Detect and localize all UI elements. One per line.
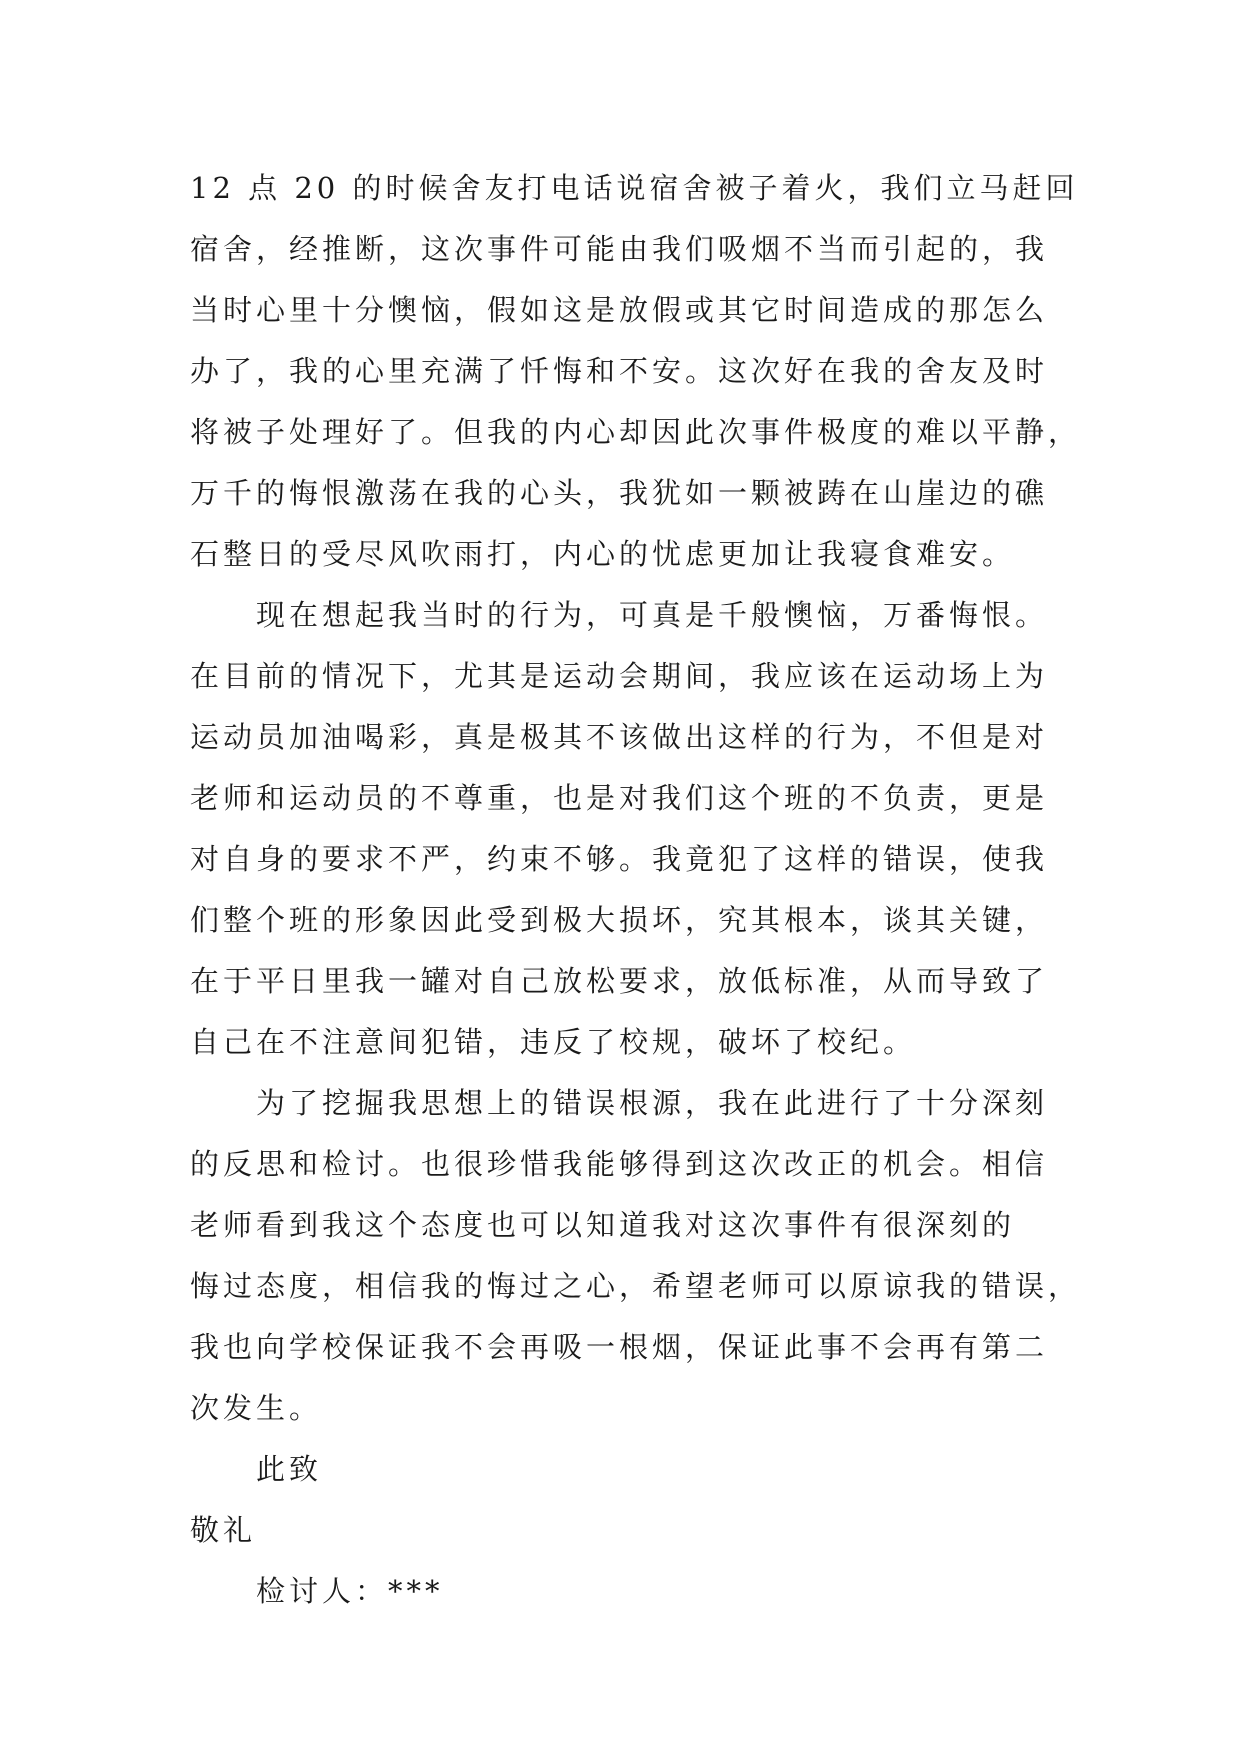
paragraphs-container [190,158,1082,1439]
letter-body [190,158,1082,1622]
text-line: 12 点 20 的时候舍友打电话说宿舍被子着火，我们立马赶回 [190,171,1079,205]
text-line: 老师看到我这个态度也可以知道我对这次事件有很深刻的 [190,1208,1016,1242]
text-line: 在于平日里我一罐对自己放松要求，放低标准，从而导致了 [190,964,1049,998]
text-line: 当时心里十分懊恼，假如这是放假或其它时间造成的那怎么 [190,293,1049,327]
text-line: 自己在不注意间犯错，违反了校规，破坏了校纪。 [190,1025,917,1059]
text-line: 们整个班的形象因此受到极大损坏，究其根本，谈其关键， [190,903,1049,937]
text-line: 办了，我的心里充满了忏悔和不安。这次好在我的舍友及时 [190,354,1049,388]
text-line: 宿舍，经推断，这次事件可能由我们吸烟不当而引起的，我 [190,232,1049,266]
text-line: 石整日的受尽风吹雨打，内心的忧虑更加让我寝食难安。 [190,537,1016,571]
text-line: 的反思和检讨。也很珍惜我能够得到这次改正的机会。相信 [190,1147,1049,1181]
text-line: 次发生。 [190,1391,323,1425]
text-line: 对自身的要求不严，约束不够。我竟犯了这样的错误，使我 [190,842,1049,876]
text-line: 在目前的情况下，尤其是运动会期间，我应该在运动场上为 [190,659,1049,693]
closing-salute: 敬礼 [190,1513,257,1547]
text-line: 现在想起我当时的行为，可真是千般懊恼，万番悔恨。 [256,598,1049,632]
text-line: 老师和运动员的不尊重，也是对我们这个班的不负责，更是 [190,781,1049,815]
paragraph [190,585,1070,1073]
text-line: 将被子处理好了。但我的内心却因此次事件极度的难以平静， [190,415,1082,449]
text-line: 我也向学校保证我不会再吸一根烟，保证此事不会再有第二 [190,1330,1049,1364]
text-line: 运动员加油喝彩，真是极其不该做出这样的行为，不但是对 [190,720,1049,754]
signature: 检讨人：*** [256,1574,444,1608]
closing-greeting: 此致 [256,1452,323,1486]
text-line: 为了挖掘我思想上的错误根源，我在此进行了十分深刻 [256,1086,1049,1120]
paragraph [190,1073,1082,1439]
paragraph [190,158,1082,585]
text-line: 悔过态度，相信我的悔过之心，希望老师可以原谅我的错误， [190,1269,1082,1303]
text-line: 万千的悔恨激荡在我的心头，我犹如一颗被踌在山崖边的礁 [190,476,1049,510]
